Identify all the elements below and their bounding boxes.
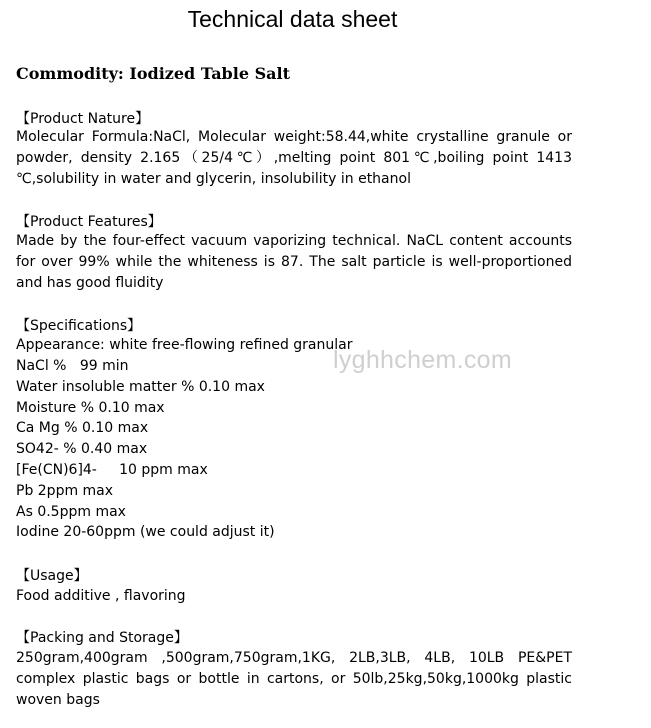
product-nature-heading: 【Product Nature】 [16, 111, 150, 127]
page-title: Technical data sheet [187, 6, 398, 32]
packing-storage-text: 250gram,400gram ,500gram,750gram,1KG, 2LB,3LB, 4LB, 10LB PE&PET complex plastic bags or bottle in cartons, or 50lb,25kg,50kg,1000kg plastic woven bags [16, 650, 572, 708]
product-features-heading: 【Product Features】 [16, 214, 162, 230]
usage-heading: 【Usage】 [16, 568, 88, 584]
spec-line: Iodine 20-60ppm (we could adjust it) [16, 524, 275, 540]
spec-line: Appearance: white free-flowing refined granular [16, 337, 353, 353]
spec-line: Moisture % 0.10 max [16, 400, 165, 416]
product-nature-text: Molecular Formula:NaCl, Molecular weight:58.44,white crystalline granule or powder, density 2.165（25/4℃）,melting point 801℃,boiling point 1413 ℃,solubility in water and glycerin, insolubility in ethanol [16, 129, 572, 187]
spec-line: SO42- % 0.40 max [16, 441, 148, 457]
spec-line: Pb 2ppm max [16, 483, 114, 499]
spec-line: NaCl % 99 min [16, 358, 129, 374]
usage-text: Food additive , flavoring [16, 588, 186, 604]
product-features-text: Made by the four-effect vacuum vaporizing technical. NaCL content accounts for over 99% while the whiteness is 87. The salt particle is well-proportioned and has good fluidity [16, 233, 572, 291]
specifications-heading: 【Specifications】 [16, 318, 142, 334]
spec-line: [Fe(CN)6]4- 10 ppm max [16, 462, 208, 478]
spec-line: As 0.5ppm max [16, 504, 126, 520]
commodity-heading: Commodity: Iodized Table Salt [16, 64, 290, 83]
watermark: lyghhchem.com [333, 346, 512, 374]
packing-storage-heading: 【Packing and Storage】 [16, 630, 188, 646]
spec-line: Ca Mg % 0.10 max [16, 420, 149, 436]
spec-line: Water insoluble matter % 0.10 max [16, 379, 265, 395]
